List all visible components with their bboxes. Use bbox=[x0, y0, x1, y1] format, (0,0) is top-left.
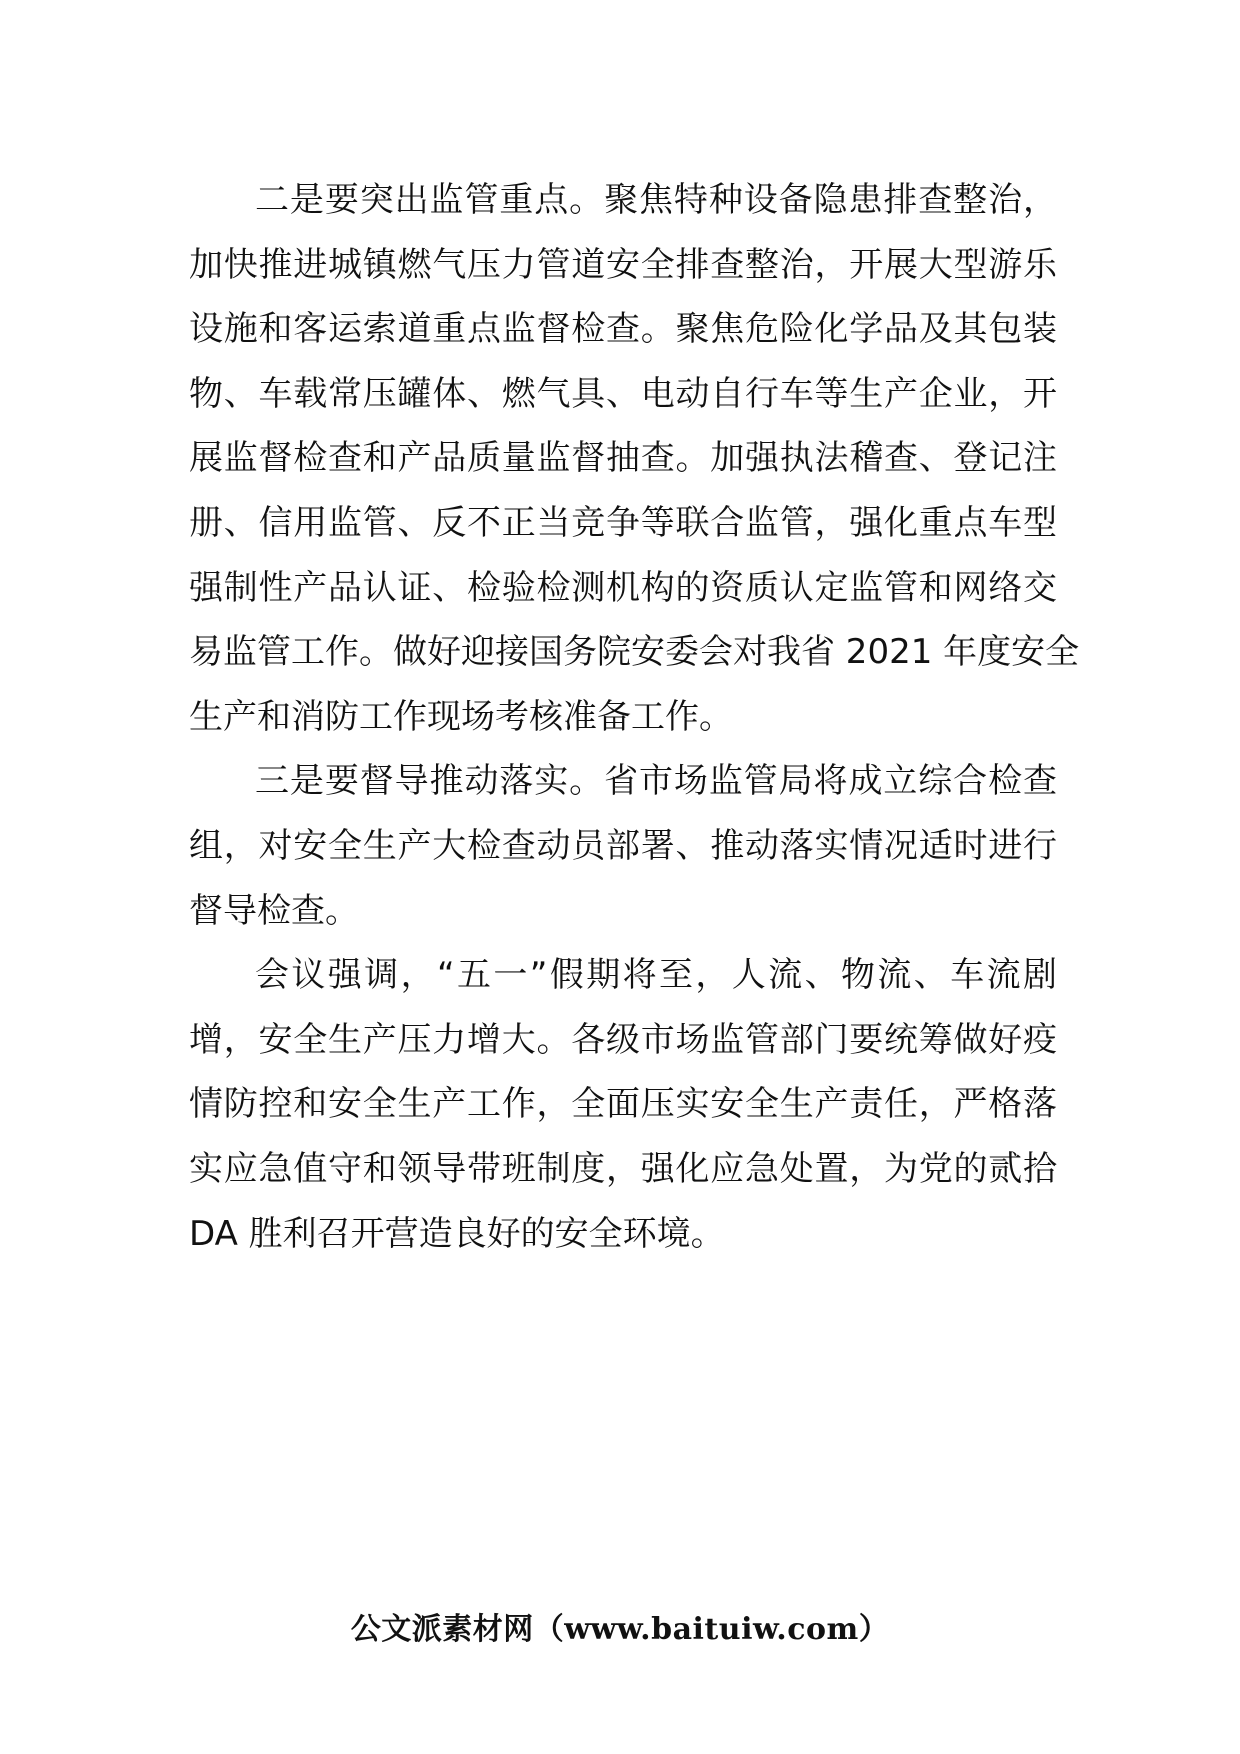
text-line: 设施和客运索道重点监督检查。聚焦危险化学品及其包装 bbox=[189, 309, 1057, 350]
paragraph-regulatory-focus bbox=[189, 168, 1080, 749]
text-line: 增，安全生产压力增大。各级市场监管部门要统筹做好疫 bbox=[189, 1019, 1057, 1060]
text-line: 组，对安全生产大检查动员部署、推动落实情况适时进行 bbox=[189, 825, 1057, 866]
paragraph-meeting-emphasis bbox=[189, 943, 1057, 1266]
text-line: 易监管工作。做好迎接国务院安委会对我省 2021 年度安全 bbox=[189, 632, 1080, 673]
text-line: 二是要突出监管重点。聚焦特种设备隐患排查整治， bbox=[255, 180, 1057, 220]
text-line: DA 胜利召开营造良好的安全环境。 bbox=[189, 1213, 725, 1254]
text-line: 实应急值守和领导带班制度，强化应急处置，为党的贰拾 bbox=[189, 1148, 1057, 1189]
paragraph-supervision bbox=[189, 749, 1057, 943]
document-body bbox=[189, 168, 1080, 1266]
text-line: 强制性产品认证、检验检测机构的资质认定监管和网络交 bbox=[189, 567, 1057, 608]
source-watermark: 公文派素材网（www.baituiw.com） bbox=[350, 1612, 890, 1647]
text-line: 督导检查。 bbox=[189, 890, 359, 931]
text-line: 物、车载常压罐体、燃气具、电动自行车等生产企业，开 bbox=[189, 373, 1057, 414]
text-line: 展监督检查和产品质量监督抽查。加强执法稽查、登记注 bbox=[189, 438, 1057, 479]
text-line: 加快推进城镇燃气压力管道安全排查整治，开展大型游乐 bbox=[189, 244, 1057, 285]
text-line: 三是要督导推动落实。省市场监管局将成立综合检查 bbox=[255, 761, 1057, 802]
text-line: 册、信用监管、反不正当竞争等联合监管，强化重点车型 bbox=[189, 502, 1057, 543]
text-line: 生产和消防工作现场考核准备工作。 bbox=[189, 696, 733, 737]
text-line: 会议强调，“五一”假期将至，人流、物流、车流剧 bbox=[255, 955, 1057, 996]
text-line: 情防控和安全生产工作，全面压实安全生产责任，严格落 bbox=[189, 1084, 1057, 1125]
